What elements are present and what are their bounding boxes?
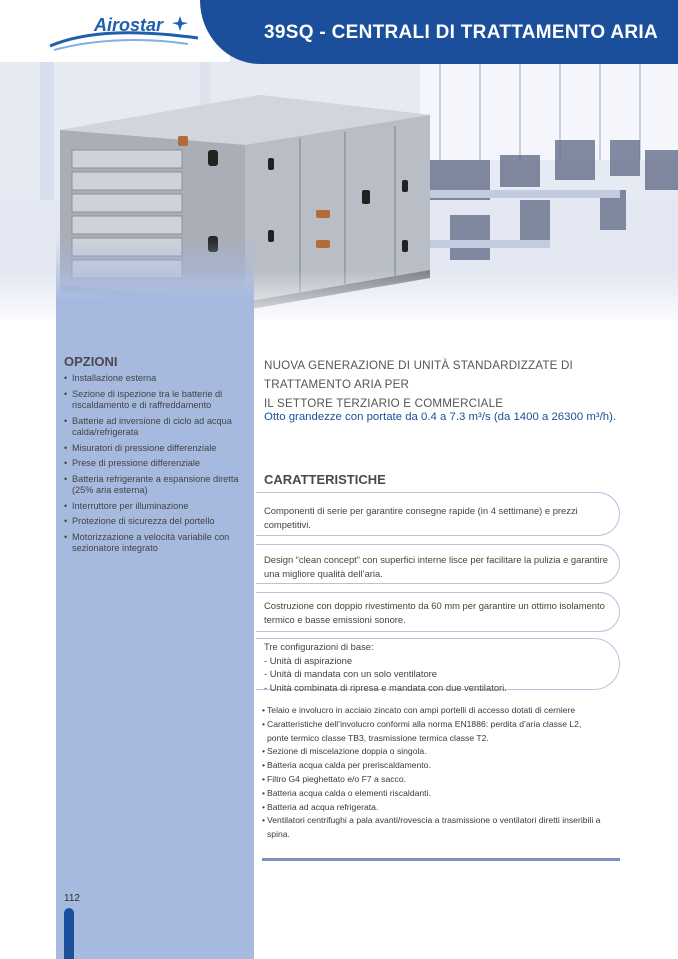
capacity-subtitle: Otto grandezze con portate da 0.4 a 7.3 m³/s (da 1400 a 26300 m³/h).	[264, 411, 617, 423]
options-title: OPZIONI	[64, 354, 118, 369]
option-item: • Misuratori di pressione differenziale	[64, 443, 246, 455]
feature-box: Costruzione con doppio rivestimento da 60 mm per garantire un ottimo isolamento termico e basse emissioni sonore.	[256, 592, 620, 632]
option-item: • Installazione esterna	[64, 373, 246, 385]
spec-item: • Batteria acqua calda per preriscaldamento.	[262, 759, 602, 773]
option-item: • Sezione di ispezione tra le batterie di riscaldamento e di raffreddamento	[64, 389, 246, 412]
logo-text: Airostar	[94, 15, 164, 35]
page-title: 39SQ - CENTRALI DI TRATTAMENTO ARIA	[264, 22, 659, 43]
spec-item: • Telaio e involucro in acciaio zincato con ampi portelli di accesso dotati di cerniere	[262, 704, 602, 718]
configuration-line: - Unità di mandata con un solo ventilatore	[264, 668, 438, 679]
page-number: 112	[64, 893, 80, 904]
intro-line: NUOVA GENERAZIONE DI UNITÀ STANDARDIZZATE DI TRATTAMENTO ARIA PER	[264, 359, 573, 391]
feature-box: Componenti di serie per garantire consegne rapide (in 4 settimane) e prezzi competitivi.	[256, 492, 620, 536]
features-title: CARATTERISTICHE	[264, 472, 386, 487]
configurations-box	[256, 638, 620, 693]
configuration-line: - Unità di aspirazione	[264, 654, 353, 666]
page-header	[0, 0, 678, 62]
sidebar-fade	[56, 236, 254, 300]
option-item: • Batteria refrigerante a espansione diretta (25% aria esterna)	[64, 474, 246, 497]
intro-line: IL SETTORE TERZIARIO E COMMERCIALE	[264, 397, 504, 410]
spec-item: • Batteria acqua calda o elementi riscaldanti.	[262, 787, 602, 801]
spec-item: • Filtro G4 pieghettato e/o F7 a sacco.	[262, 773, 602, 787]
configuration-line: Tre configurazioni di base:	[264, 641, 374, 652]
spec-item: • Caratteristiche dell’involucro conformi alla norma EN1886: perdita d’aria classe L2, ponte termico classe TB3, trasmissione termica classe T2.	[262, 718, 602, 746]
configuration-line: - Unità combinata di ripresa e mandata con due ventilatori.	[264, 681, 507, 693]
spec-list	[262, 704, 602, 842]
spec-item: • Ventilatori centrifughi a pala avanti/rovescia a trasmissione o ventilatori diretti inseribili a spina.	[262, 814, 602, 842]
section-divider	[262, 858, 620, 861]
options-list	[64, 373, 246, 559]
option-item: • Motorizzazione a velocità variabile con sezionatore integrato	[64, 532, 246, 555]
option-item: • Interruttore per illuminazione	[64, 501, 246, 513]
option-item: • Prese di pressione differenziale	[64, 458, 246, 470]
spec-item: • Batteria ad acqua refrigerata.	[262, 801, 602, 815]
spec-item: • Sezione di miscelazione doppia o singola.	[262, 745, 602, 759]
intro-heading	[264, 356, 644, 413]
option-item: • Batterie ad inversione di ciclo ad acqua calda/refrigerata	[64, 416, 246, 439]
feature-box: Design “clean concept” con superfici interne lisce per facilitare la pulizia e garantire una migliore qualità dell’aria.	[256, 544, 620, 584]
page-marker-bar	[64, 908, 74, 959]
option-item: • Protezione di sicurezza del portello	[64, 516, 246, 528]
airostar-logo	[48, 8, 218, 54]
